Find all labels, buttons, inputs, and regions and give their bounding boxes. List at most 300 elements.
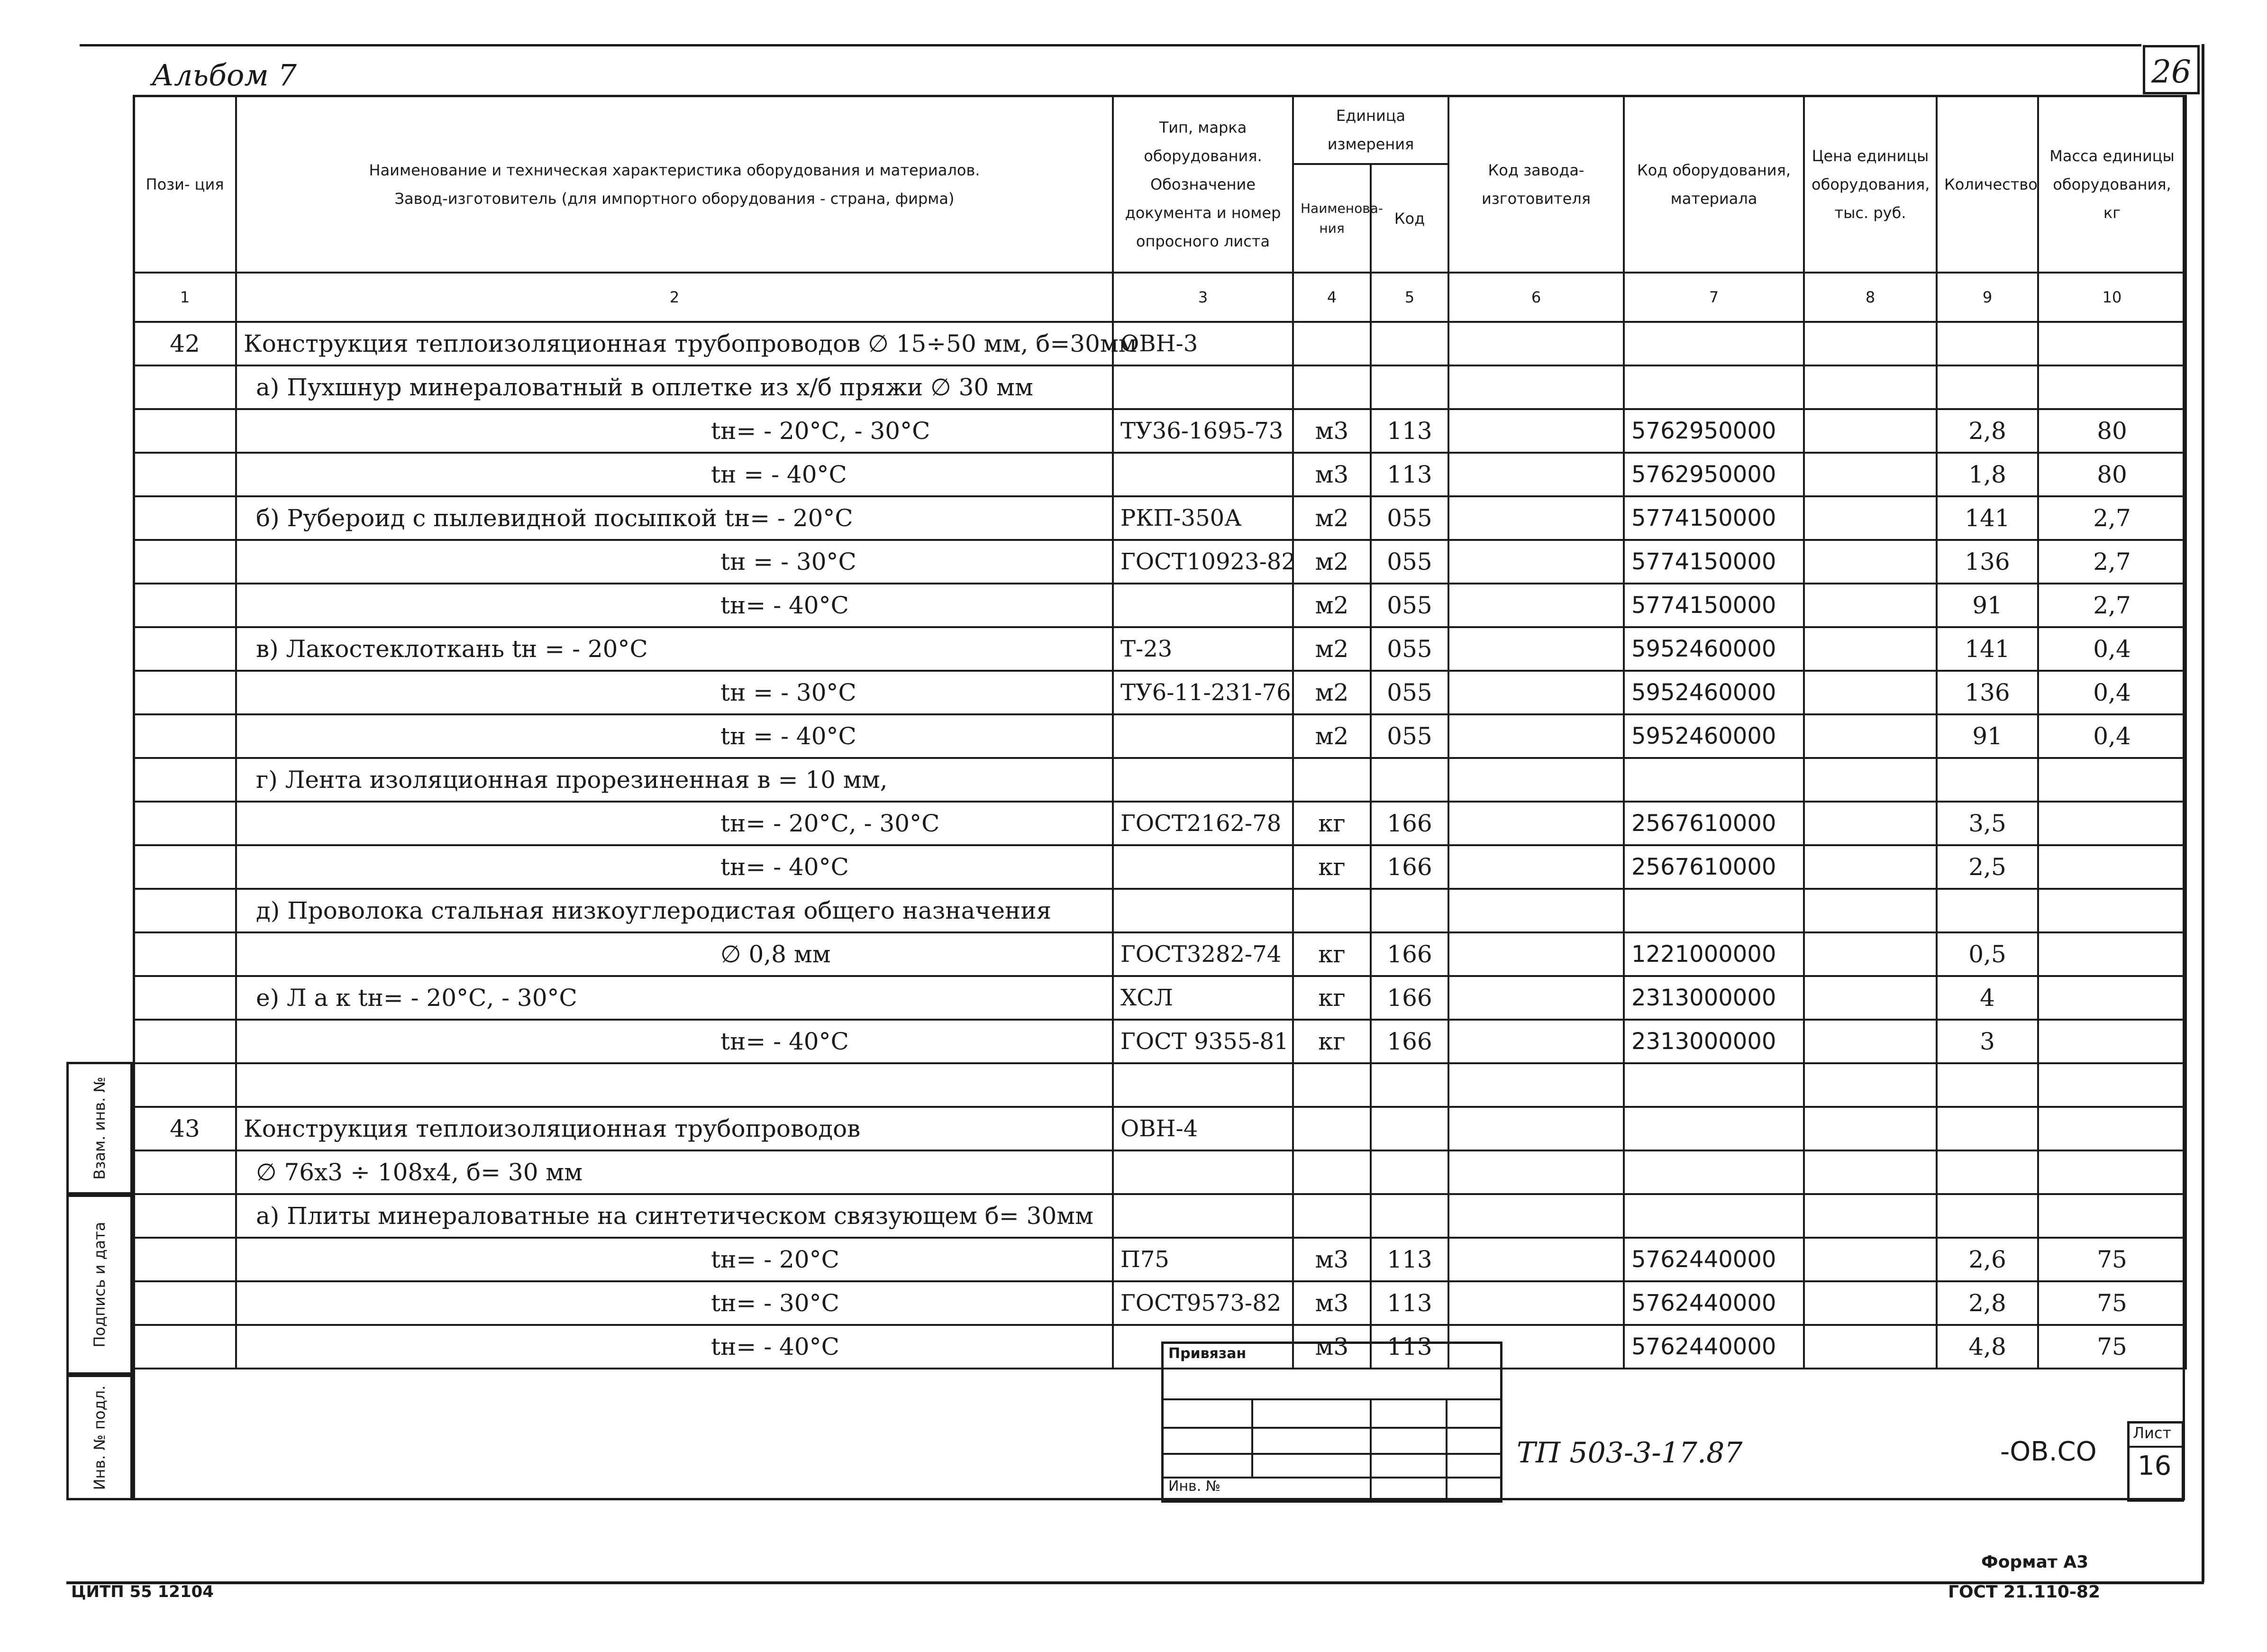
col-number: 7 — [1624, 273, 1804, 322]
row-name: tн = - 30°С — [236, 671, 1113, 714]
row-factory-code — [1448, 322, 1624, 365]
row-unit-code — [1371, 1107, 1448, 1150]
row-price — [1804, 802, 1937, 845]
table-row — [134, 540, 2186, 584]
spec-table — [133, 95, 2187, 1369]
row-position — [134, 1063, 236, 1107]
row-unit: м2 — [1293, 627, 1371, 671]
row-price — [1804, 671, 1937, 714]
row-quantity: 2,8 — [1937, 1281, 2038, 1325]
row-quantity: 141 — [1937, 496, 2038, 540]
row-unit-code: 166 — [1371, 976, 1448, 1020]
row-material-code: 5762440000 — [1624, 1238, 1804, 1281]
row-factory-code — [1448, 1194, 1624, 1238]
table-row — [134, 845, 2186, 889]
list-label: Лист — [2133, 1424, 2172, 1442]
row-price — [1804, 453, 1937, 496]
row-material-code — [1624, 758, 1804, 802]
row-material-code: 5774150000 — [1624, 584, 1804, 627]
table-row — [134, 322, 2186, 365]
list-box-divider — [2127, 1446, 2184, 1448]
row-quantity: 136 — [1937, 671, 2038, 714]
row-position — [134, 453, 236, 496]
top-border-line — [80, 44, 2141, 46]
row-mass: 0,4 — [2038, 627, 2186, 671]
row-unit: м2 — [1293, 540, 1371, 584]
col-header-price: Цена единицы оборудования, тыс. руб. — [1804, 96, 1937, 273]
row-price — [1804, 1238, 1937, 1281]
col-header-unit-name: Наименова-ния — [1293, 164, 1371, 273]
table-row — [134, 584, 2186, 627]
row-material-code — [1624, 1107, 1804, 1150]
stamp-line — [1161, 1427, 1502, 1429]
col-header-name-line2: Завод-изготовитель (для импортного оборудования - страна, фирма) — [394, 189, 955, 208]
col-header-quantity: Количество — [1937, 96, 2038, 273]
row-name: а) Пухшнур минераловатный в оплетке из х/б пряжи ∅ 30 мм — [236, 365, 1113, 409]
row-mass: 0,4 — [2038, 714, 2186, 758]
row-position — [134, 1281, 236, 1325]
row-unit-code: 166 — [1371, 802, 1448, 845]
row-unit-code — [1371, 758, 1448, 802]
row-factory-code — [1448, 627, 1624, 671]
col-number: 6 — [1448, 273, 1624, 322]
row-material-code: 2313000000 — [1624, 976, 1804, 1020]
row-quantity — [1937, 1107, 2038, 1150]
row-material-code: 5762440000 — [1624, 1281, 1804, 1325]
row-position: 43 — [134, 1107, 236, 1150]
row-unit: м3 — [1293, 453, 1371, 496]
row-price — [1804, 1325, 1937, 1369]
row-type: ГОСТ10923-82 — [1113, 540, 1293, 584]
row-quantity — [1937, 365, 2038, 409]
row-quantity — [1937, 322, 2038, 365]
row-mass: 2,7 — [2038, 540, 2186, 584]
row-position — [134, 845, 236, 889]
row-position — [134, 540, 236, 584]
row-type: ОВН-3 — [1113, 322, 1293, 365]
table-row — [134, 714, 2186, 758]
table-row — [134, 627, 2186, 671]
spec-table-body — [134, 322, 2186, 1369]
row-quantity: 3 — [1937, 1020, 2038, 1063]
row-mass: 2,7 — [2038, 584, 2186, 627]
row-quantity — [1937, 758, 2038, 802]
row-factory-code — [1448, 1281, 1624, 1325]
row-name: д) Проволока стальная низкоуглеродистая общего назначения — [236, 889, 1113, 932]
table-row — [134, 409, 2186, 453]
row-name: tн= - 40°С — [236, 1325, 1113, 1369]
table-row — [134, 932, 2186, 976]
row-name: tн= - 20°С, - 30°С — [236, 409, 1113, 453]
row-material-code: 5762440000 — [1624, 1325, 1804, 1369]
row-mass: 75 — [2038, 1281, 2186, 1325]
row-unit-code: 166 — [1371, 1020, 1448, 1063]
side-box-inv — [66, 1375, 133, 1500]
row-position — [134, 714, 236, 758]
stamp-privyazan-label: Привязан — [1168, 1345, 1247, 1362]
row-unit: м3 — [1293, 1325, 1371, 1369]
row-unit-code — [1371, 1063, 1448, 1107]
row-unit — [1293, 1107, 1371, 1150]
row-price — [1804, 1063, 1937, 1107]
row-quantity: 2,8 — [1937, 409, 2038, 453]
col-number: 3 — [1113, 273, 1293, 322]
row-name: tн= - 30°С — [236, 1281, 1113, 1325]
row-price — [1804, 627, 1937, 671]
row-name: tн= - 40°С — [236, 1020, 1113, 1063]
row-unit — [1293, 322, 1371, 365]
col-header-name-line1: Наименование и техническая характеристика оборудования и материалов. — [369, 161, 980, 179]
row-material-code: 2567610000 — [1624, 845, 1804, 889]
row-unit-code — [1371, 365, 1448, 409]
row-name: tн= - 40°С — [236, 584, 1113, 627]
table-row — [134, 671, 2186, 714]
row-unit: м2 — [1293, 671, 1371, 714]
row-factory-code — [1448, 932, 1624, 976]
row-quantity — [1937, 889, 2038, 932]
side-label-inv: Инв. № подл. — [91, 1385, 109, 1490]
row-name: tн = - 30°С — [236, 540, 1113, 584]
row-type: П75 — [1113, 1238, 1293, 1281]
row-unit-code: 166 — [1371, 932, 1448, 976]
row-unit — [1293, 365, 1371, 409]
footer-code: ЦИТП 55 12104 — [71, 1582, 214, 1601]
row-name: tн = - 40°С — [236, 714, 1113, 758]
row-type — [1113, 714, 1293, 758]
row-factory-code — [1448, 1020, 1624, 1063]
row-price — [1804, 365, 1937, 409]
stamp-inv-label: Инв. № — [1168, 1478, 1221, 1495]
row-factory-code — [1448, 845, 1624, 889]
col-number: 5 — [1371, 273, 1448, 322]
row-unit-code: 055 — [1371, 540, 1448, 584]
col-header-position: Пози- ция — [134, 96, 236, 273]
row-material-code — [1624, 1150, 1804, 1194]
table-row — [134, 496, 2186, 540]
row-type: ГОСТ 9355-81 — [1113, 1020, 1293, 1063]
sheet-number: 26 — [2143, 45, 2200, 94]
row-mass — [2038, 1020, 2186, 1063]
col-number: 2 — [236, 273, 1113, 322]
row-factory-code — [1448, 714, 1624, 758]
table-row — [134, 365, 2186, 409]
list-number: 16 — [2138, 1451, 2172, 1481]
row-name: tн = - 40°С — [236, 453, 1113, 496]
row-type — [1113, 584, 1293, 627]
row-mass: 0,4 — [2038, 671, 2186, 714]
row-price — [1804, 496, 1937, 540]
row-material-code: 5762950000 — [1624, 453, 1804, 496]
row-material-code: 5952460000 — [1624, 627, 1804, 671]
row-factory-code — [1448, 1150, 1624, 1194]
col-number: 4 — [1293, 273, 1371, 322]
row-unit: м3 — [1293, 1238, 1371, 1281]
col-number: 1 — [134, 273, 236, 322]
row-material-code — [1624, 1063, 1804, 1107]
row-factory-code — [1448, 671, 1624, 714]
stamp-line — [1370, 1398, 1372, 1500]
row-unit: кг — [1293, 932, 1371, 976]
row-mass: 80 — [2038, 409, 2186, 453]
row-name: ∅ 76х3 ÷ 108х4, б= 30 мм — [236, 1150, 1113, 1194]
row-position — [134, 1020, 236, 1063]
row-type — [1113, 1194, 1293, 1238]
row-quantity: 141 — [1937, 627, 2038, 671]
col-header-name — [236, 96, 1113, 273]
row-factory-code — [1448, 1063, 1624, 1107]
table-row — [134, 1063, 2186, 1107]
row-factory-code — [1448, 365, 1624, 409]
row-name: г) Лента изоляционная прорезиненная в = 10 мм, — [236, 758, 1113, 802]
row-unit: кг — [1293, 845, 1371, 889]
row-factory-code — [1448, 889, 1624, 932]
row-type: ГОСТ3282-74 — [1113, 932, 1293, 976]
side-box-podpis — [66, 1195, 133, 1375]
row-material-code: 5774150000 — [1624, 540, 1804, 584]
row-position — [134, 496, 236, 540]
col-number: 10 — [2038, 273, 2186, 322]
row-mass — [2038, 322, 2186, 365]
row-type: РКП-350А — [1113, 496, 1293, 540]
row-price — [1804, 1150, 1937, 1194]
row-unit-code: 166 — [1371, 845, 1448, 889]
row-unit-code — [1371, 889, 1448, 932]
row-material-code — [1624, 365, 1804, 409]
row-quantity — [1937, 1150, 2038, 1194]
col-number: 8 — [1804, 273, 1937, 322]
col-header-unit-code: Код — [1371, 164, 1448, 273]
row-position — [134, 932, 236, 976]
row-position — [134, 1194, 236, 1238]
table-row — [134, 1020, 2186, 1063]
row-type — [1113, 1063, 1293, 1107]
row-unit — [1293, 1194, 1371, 1238]
side-label-podpis: Подпись и дата — [91, 1222, 109, 1348]
row-unit: м3 — [1293, 409, 1371, 453]
row-position — [134, 584, 236, 627]
row-quantity: 3,5 — [1937, 802, 2038, 845]
row-mass: 2,7 — [2038, 496, 2186, 540]
document-suffix: -ОВ.СО — [2000, 1436, 2097, 1467]
table-row — [134, 758, 2186, 802]
row-material-code: 5952460000 — [1624, 714, 1804, 758]
table-row — [134, 1194, 2186, 1238]
row-unit-code: 113 — [1371, 1325, 1448, 1369]
right-border-line — [2202, 44, 2204, 1582]
table-row — [134, 453, 2186, 496]
row-material-code: 2567610000 — [1624, 802, 1804, 845]
row-mass: 80 — [2038, 453, 2186, 496]
row-type — [1113, 889, 1293, 932]
row-unit — [1293, 758, 1371, 802]
row-factory-code — [1448, 1107, 1624, 1150]
side-label-vzam: Взам. инв. № — [91, 1077, 109, 1180]
row-material-code: 2313000000 — [1624, 1020, 1804, 1063]
row-price — [1804, 1194, 1937, 1238]
row-unit-code: 055 — [1371, 496, 1448, 540]
row-name: tн= - 40°С — [236, 845, 1113, 889]
col-header-material-code: Код оборудования, материала — [1624, 96, 1804, 273]
album-label: Альбом 7 — [152, 58, 297, 92]
row-unit: м2 — [1293, 496, 1371, 540]
row-factory-code — [1448, 409, 1624, 453]
row-unit-code: 113 — [1371, 1238, 1448, 1281]
row-factory-code — [1448, 584, 1624, 627]
row-unit: кг — [1293, 1020, 1371, 1063]
row-position — [134, 976, 236, 1020]
row-price — [1804, 584, 1937, 627]
row-material-code — [1624, 1194, 1804, 1238]
row-mass — [2038, 758, 2186, 802]
row-type — [1113, 845, 1293, 889]
table-row — [134, 1325, 2186, 1369]
row-unit-code: 055 — [1371, 627, 1448, 671]
row-type: ГОСТ9573-82 — [1113, 1281, 1293, 1325]
table-row — [134, 976, 2186, 1020]
row-factory-code — [1448, 976, 1624, 1020]
row-quantity: 1,8 — [1937, 453, 2038, 496]
row-price — [1804, 976, 1937, 1020]
row-unit: кг — [1293, 976, 1371, 1020]
row-position — [134, 365, 236, 409]
row-quantity: 4 — [1937, 976, 2038, 1020]
row-position — [134, 1150, 236, 1194]
row-factory-code — [1448, 1238, 1624, 1281]
row-quantity — [1937, 1063, 2038, 1107]
row-mass — [2038, 845, 2186, 889]
row-material-code: 5762950000 — [1624, 409, 1804, 453]
row-type — [1113, 1150, 1293, 1194]
row-position — [134, 802, 236, 845]
row-factory-code — [1448, 540, 1624, 584]
row-name: а) Плиты минераловатные на синтетическом связующем б= 30мм — [236, 1194, 1113, 1238]
row-type: ОВН-4 — [1113, 1107, 1293, 1150]
row-material-code: 5774150000 — [1624, 496, 1804, 540]
row-name: в) Лакостеклоткань tн = - 20°С — [236, 627, 1113, 671]
row-position — [134, 1325, 236, 1369]
row-price — [1804, 889, 1937, 932]
table-row — [134, 1150, 2186, 1194]
row-position — [134, 627, 236, 671]
table-row — [134, 802, 2186, 845]
row-factory-code — [1448, 496, 1624, 540]
row-price — [1804, 714, 1937, 758]
stamp-line — [1161, 1398, 1502, 1400]
row-name: tн= - 20°С — [236, 1238, 1113, 1281]
row-name: tн= - 20°С, - 30°С — [236, 802, 1113, 845]
row-material-code: 1221000000 — [1624, 932, 1804, 976]
stamp-line — [1446, 1398, 1448, 1500]
row-unit-code: 055 — [1371, 584, 1448, 627]
row-unit: м3 — [1293, 1281, 1371, 1325]
row-quantity — [1937, 1194, 2038, 1238]
row-unit-code — [1371, 1194, 1448, 1238]
col-header-type: Тип, марка оборудования. Обозначение документа и номер опросного листа — [1113, 96, 1293, 273]
row-material-code — [1624, 889, 1804, 932]
row-unit: кг — [1293, 802, 1371, 845]
row-unit — [1293, 1063, 1371, 1107]
row-name: б) Рубероид с пылевидной посыпкой tн= - 20°С — [236, 496, 1113, 540]
row-position — [134, 1238, 236, 1281]
row-factory-code — [1448, 802, 1624, 845]
row-mass — [2038, 365, 2186, 409]
row-material-code — [1624, 322, 1804, 365]
row-price — [1804, 1281, 1937, 1325]
row-unit — [1293, 889, 1371, 932]
row-quantity: 2,5 — [1937, 845, 2038, 889]
row-unit: м2 — [1293, 584, 1371, 627]
col-header-unit-group: Единица измерения — [1293, 96, 1448, 164]
row-price — [1804, 409, 1937, 453]
row-type: ТУ6-11-231-76 — [1113, 671, 1293, 714]
row-unit-code: 055 — [1371, 714, 1448, 758]
row-price — [1804, 1107, 1937, 1150]
row-unit-code: 113 — [1371, 453, 1448, 496]
row-factory-code — [1448, 758, 1624, 802]
row-type: ГОСТ2162-78 — [1113, 802, 1293, 845]
document-number: ТП 503-3-17.87 — [1517, 1436, 1743, 1469]
row-name — [236, 1063, 1113, 1107]
row-type — [1113, 453, 1293, 496]
row-price — [1804, 322, 1937, 365]
row-material-code: 5952460000 — [1624, 671, 1804, 714]
row-unit-code — [1371, 322, 1448, 365]
col-header-factory-code: Код завода-изготовителя — [1448, 96, 1624, 273]
row-mass — [2038, 1150, 2186, 1194]
row-position — [134, 758, 236, 802]
row-quantity: 0,5 — [1937, 932, 2038, 976]
row-unit-code: 113 — [1371, 409, 1448, 453]
table-row — [134, 1107, 2186, 1150]
row-mass: 75 — [2038, 1325, 2186, 1369]
col-header-mass: Масса единицы оборудования, кг — [2038, 96, 2186, 273]
row-quantity: 91 — [1937, 714, 2038, 758]
bottom-border-line — [66, 1581, 2204, 1584]
table-row — [134, 889, 2186, 932]
column-number-row — [134, 273, 2186, 322]
row-mass — [2038, 976, 2186, 1020]
row-price — [1804, 932, 1937, 976]
footer-gost: ГОСТ 21.110-82 — [1948, 1582, 2101, 1602]
row-unit — [1293, 1150, 1371, 1194]
table-row — [134, 1238, 2186, 1281]
row-price — [1804, 1020, 1937, 1063]
stamp-line — [1161, 1453, 1502, 1455]
row-unit-code: 113 — [1371, 1281, 1448, 1325]
table-row — [134, 1281, 2186, 1325]
row-quantity: 2,6 — [1937, 1238, 2038, 1281]
row-position — [134, 409, 236, 453]
row-mass — [2038, 889, 2186, 932]
row-unit: м2 — [1293, 714, 1371, 758]
row-mass — [2038, 1194, 2186, 1238]
row-type: Т-23 — [1113, 627, 1293, 671]
row-position — [134, 889, 236, 932]
row-mass — [2038, 932, 2186, 976]
row-unit-code: 055 — [1371, 671, 1448, 714]
row-name: Конструкция теплоизоляционная трубопроводов ∅ 15÷50 мм, б=30мм — [236, 322, 1113, 365]
row-mass — [2038, 1063, 2186, 1107]
row-price — [1804, 845, 1937, 889]
row-mass — [2038, 802, 2186, 845]
row-mass — [2038, 1107, 2186, 1150]
row-quantity: 4,8 — [1937, 1325, 2038, 1369]
row-type — [1113, 365, 1293, 409]
row-quantity: 91 — [1937, 584, 2038, 627]
row-price — [1804, 758, 1937, 802]
row-unit-code — [1371, 1150, 1448, 1194]
stamp-line — [1251, 1398, 1253, 1477]
